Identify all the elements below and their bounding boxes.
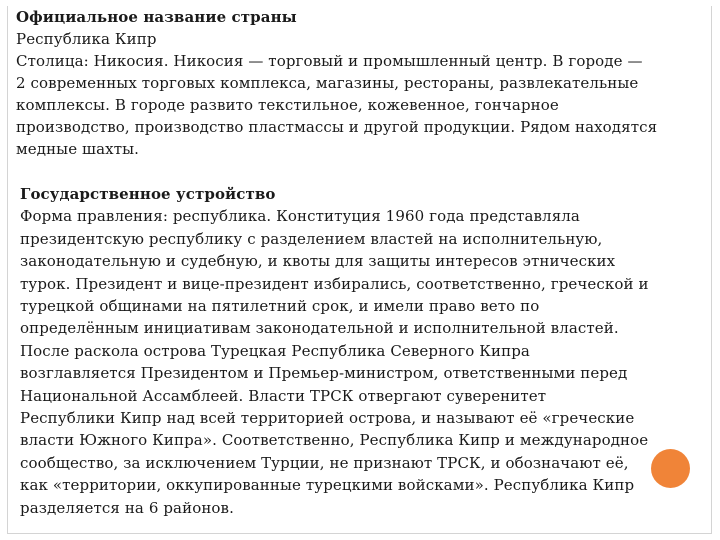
government-line: После раскола острова Турецкая Республика Северного Кипра xyxy=(20,341,530,360)
government-line: законодательную и судебную, и квоты для защиты интересов этнических xyxy=(20,252,616,271)
government-line: турок. Президент и вице-президент избирались, соответственно, греческой и xyxy=(20,274,649,293)
country-line: 2 современных торговых комплекса, магазины, рестораны, развлекательные xyxy=(16,74,639,92)
country-heading: Официальное название страны xyxy=(16,8,297,26)
government-line: разделяется на 6 районов. xyxy=(20,498,234,517)
government-line: власти Южного Кипра». Соответственно, Республика Кипр и международное xyxy=(20,431,649,450)
country-line: комплексы. В городе развито текстильное, кожевенное, гончарное xyxy=(16,96,559,114)
government-line: определённым инициативам законодательной и исполнительной властей. xyxy=(20,319,619,338)
country-line: медные шахты. xyxy=(16,140,140,158)
frame-right-border xyxy=(711,6,712,534)
government-line: как «территории, оккупированные турецкими войсками». Республика Кипр xyxy=(20,476,635,495)
country-line: Республика Кипр xyxy=(16,30,157,48)
government-line: Национальной Ассамблеей. Власти ТРСК отвергают суверенитет xyxy=(20,386,547,405)
frame-bottom-border xyxy=(7,533,712,534)
country-section xyxy=(16,6,706,160)
government-line: турецкой общинами на пятилетний срок, и имели право вето по xyxy=(20,297,540,316)
country-line: Столица: Никосия. Никосия — торговый и промышленный центр. В городе — xyxy=(16,52,643,70)
frame-left-border xyxy=(7,6,8,534)
government-line: Форма правления: республика. Конституция 1960 года представляла xyxy=(20,207,580,226)
government-line: Республики Кипр над всей территорией острова, и называют её «греческие xyxy=(20,409,635,428)
government-line: возглавляется Президентом и Премьер-министром, ответственными перед xyxy=(20,364,628,383)
country-line: производство, производство пластмассы и другой продукции. Рядом находятся xyxy=(16,118,658,136)
government-heading: Государственное устройство xyxy=(20,185,276,203)
government-section xyxy=(20,183,706,519)
government-line: сообщество, за исключением Турции, не признают ТРСК, и обозначают её, xyxy=(20,453,629,472)
government-line: президентскую республику с разделением властей на исполнительную, xyxy=(20,229,603,248)
